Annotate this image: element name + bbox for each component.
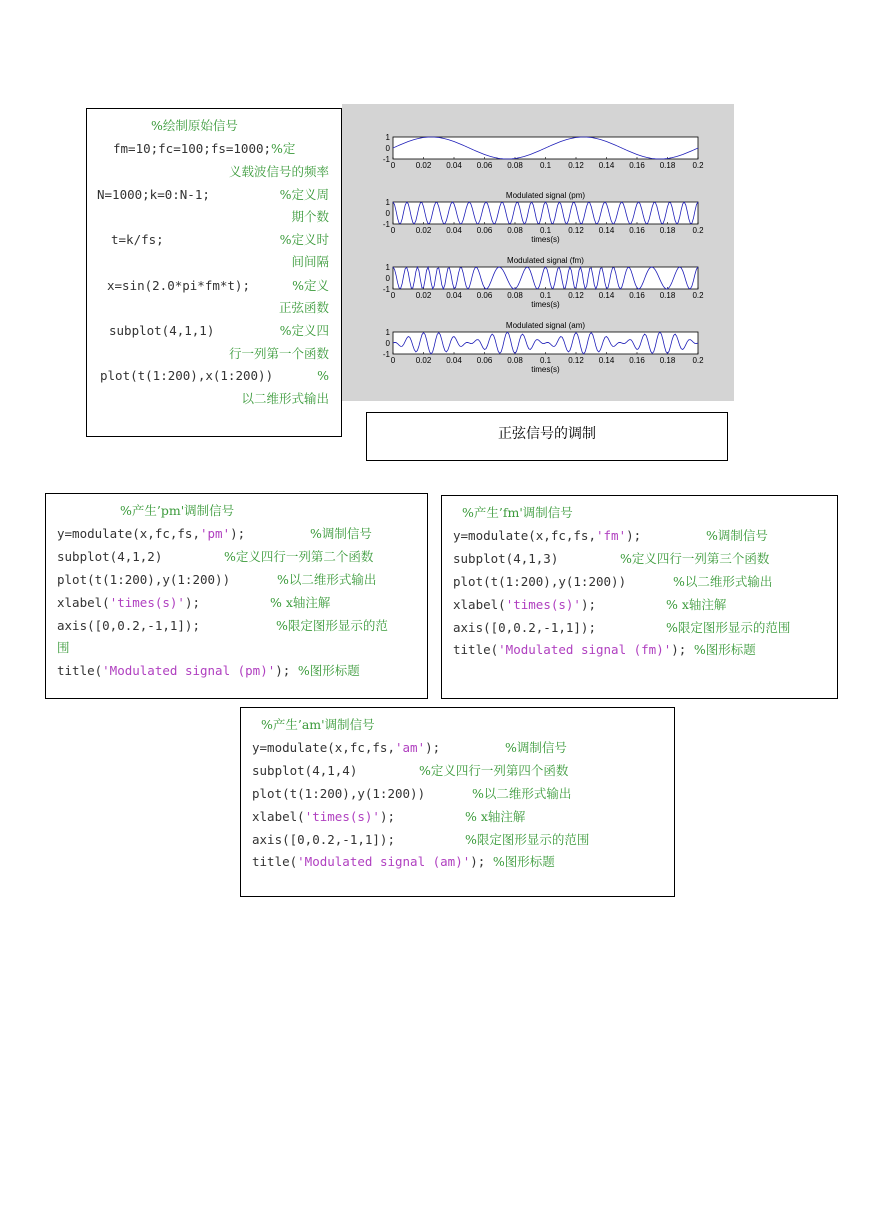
comment-line: 围 — [57, 640, 70, 655]
comment-text: %图形标题 — [693, 642, 756, 657]
comment-line: 以二维形式输出 — [241, 391, 329, 406]
modulation-subplots — [342, 104, 734, 401]
code-text: ); — [275, 663, 291, 678]
string-literal: 'pm' — [200, 526, 231, 541]
x-tick-label: 0.06 — [476, 291, 493, 300]
comment-text: %定义四行一列第四个函数 — [419, 763, 569, 778]
comment-text: %图形标题 — [492, 854, 555, 869]
code-text: title( — [57, 663, 103, 678]
x-tick-label: 0.06 — [476, 161, 493, 170]
code-text: ); — [580, 597, 597, 612]
y-tick-label: -1 — [382, 155, 390, 164]
x-tick-label: 0.14 — [598, 226, 615, 235]
x-tick-label: 0.02 — [415, 356, 432, 365]
y-tick-label: 1 — [385, 328, 390, 337]
code-text: plot(t(1:200),y(1:200)) — [453, 574, 627, 589]
x-tick-label: 0.08 — [507, 356, 523, 365]
figure-caption: 正弦信号的调制 — [366, 412, 728, 461]
code-text: N=1000;k=0:N-1; — [97, 187, 210, 202]
code-text: y=modulate(x,fc,fs, — [57, 526, 200, 541]
matlab-figure — [342, 104, 734, 401]
x-tick-label: 0.14 — [598, 291, 615, 300]
x-tick-label: 0.2 — [692, 226, 704, 235]
x-tick-label: 0 — [390, 226, 396, 235]
x-tick-label: 0.14 — [598, 356, 615, 365]
x-tick-label: 0.04 — [446, 161, 462, 170]
x-tick-label: 0.1 — [539, 291, 552, 300]
x-axis-label: times(s) — [531, 235, 560, 244]
x-tick-label: 0.08 — [507, 291, 523, 300]
comment-text: %调制信号 — [310, 526, 372, 541]
comment-line: %产生’pm'调制信号 — [120, 503, 235, 518]
code-text: ); — [425, 740, 441, 755]
code-text: subplot(4,1,3) — [453, 551, 559, 566]
x-tick-label: 0.04 — [446, 291, 462, 300]
comment-line: 正弦函数 — [278, 300, 329, 315]
code-text: t=k/fs; — [111, 232, 164, 247]
x-tick-label: 0.04 — [446, 226, 462, 235]
comment-text: %调制信号 — [706, 528, 768, 543]
code-text: axis([0,0.2,-1,1]); — [453, 620, 596, 635]
code-text: ); — [184, 595, 201, 610]
comment-line: %产生’fm'调制信号 — [462, 505, 573, 520]
code-text: title( — [453, 642, 499, 657]
code-text: xlabel( — [453, 597, 506, 612]
y-tick-label: 0 — [385, 209, 390, 218]
code-text: y=modulate(x,fc,fs, — [453, 528, 596, 543]
code-text: plot(t(1:200),y(1:200)) — [57, 572, 231, 587]
subplot-title: Modulated signal (fm) — [507, 256, 584, 265]
x-tick-label: 0.16 — [629, 161, 645, 170]
x-tick-label: 0.06 — [476, 226, 493, 235]
x-tick-label: 0.18 — [659, 226, 676, 235]
y-tick-label: -1 — [382, 220, 390, 229]
x-tick-label: 0.16 — [629, 291, 645, 300]
comment-text: % — [317, 368, 329, 383]
code-text: y=modulate(x,fc,fs, — [252, 740, 395, 755]
x-tick-label: 0.1 — [539, 356, 552, 365]
x-tick-label: 0 — [390, 291, 396, 300]
comment-text: %限定图形显示的范围 — [465, 832, 590, 847]
x-tick-label: 0.12 — [568, 226, 584, 235]
comment-line: 间间隔 — [291, 254, 329, 269]
code-text: subplot(4,1,4) — [252, 763, 358, 778]
comment-text: %以二维形式输出 — [277, 572, 377, 587]
comment-text: %定义四行一列第三个函数 — [620, 551, 770, 566]
y-tick-label: -1 — [382, 285, 390, 294]
code-text: fm=10;fc=100;fs=1000; — [113, 141, 272, 156]
string-literal: 'Modulated signal (am)' — [297, 854, 471, 869]
comment-line: 义载波信号的频率 — [228, 164, 329, 179]
string-literal: 'times(s)' — [109, 595, 185, 610]
comment-line: %产生’am'调制信号 — [261, 717, 375, 732]
x-tick-label: 0.1 — [539, 161, 552, 170]
x-tick-label: 0.12 — [568, 291, 584, 300]
comment-line: 行一列第一个函数 — [228, 346, 329, 361]
x-tick-label: 0.2 — [692, 291, 704, 300]
x-axis-label: times(s) — [531, 300, 560, 309]
y-tick-label: -1 — [382, 350, 390, 359]
x-tick-label: 0.02 — [415, 161, 432, 170]
string-literal: 'Modulated signal (pm)' — [102, 663, 276, 678]
comment-text: %定义时 — [279, 232, 329, 247]
comment-text: %调制信号 — [505, 740, 567, 755]
subplot-title: Modulated signal (pm) — [505, 191, 586, 200]
x-tick-label: 0.18 — [659, 291, 676, 300]
code-text: x=sin(2.0*pi*fm*t); — [107, 278, 250, 293]
code-box-fm — [441, 495, 838, 699]
comment-text: %定 — [271, 141, 296, 156]
code-text: ); — [230, 526, 246, 541]
comment-text: %图形标题 — [297, 663, 360, 678]
subplot-4 — [383, 321, 704, 374]
comment-line: %绘制原始信号 — [151, 118, 238, 133]
axes-box — [393, 202, 698, 224]
y-tick-label: 0 — [385, 274, 390, 283]
string-literal: 'fm' — [596, 528, 627, 543]
comment-text: %限定图形显示的范围 — [666, 620, 791, 635]
x-tick-label: 0.12 — [568, 356, 584, 365]
subplot-2 — [383, 191, 704, 244]
comment-text: % x轴注解 — [270, 595, 331, 610]
code-text: axis([0,0.2,-1,1]); — [252, 832, 395, 847]
code-box-original-signal — [86, 108, 342, 437]
subplot-3 — [383, 256, 704, 309]
code-text: title( — [252, 854, 298, 869]
subplot-title: Modulated signal (am) — [505, 321, 586, 330]
x-tick-label: 0.06 — [476, 356, 493, 365]
subplot-1 — [383, 133, 704, 170]
x-tick-label: 0.18 — [659, 356, 676, 365]
x-tick-label: 0 — [390, 161, 396, 170]
code-box-pm — [45, 493, 428, 699]
comment-line: 期个数 — [291, 209, 329, 224]
x-tick-label: 0.08 — [507, 226, 523, 235]
comment-text: %以二维形式输出 — [472, 786, 572, 801]
string-literal: 'times(s)' — [505, 597, 581, 612]
x-tick-label: 0.02 — [415, 291, 432, 300]
code-text: ); — [379, 809, 396, 824]
code-text: xlabel( — [57, 595, 110, 610]
x-tick-label: 0.04 — [446, 356, 462, 365]
code-text: plot(t(1:200),x(1:200)) — [100, 368, 274, 383]
y-tick-label: 0 — [385, 144, 390, 153]
comment-text: % x轴注解 — [666, 597, 727, 612]
x-tick-label: 0.16 — [629, 356, 645, 365]
x-tick-label: 0.18 — [659, 161, 676, 170]
comment-text: %定义四 — [279, 323, 329, 338]
code-text: xlabel( — [252, 809, 305, 824]
string-literal: 'am' — [395, 740, 426, 755]
comment-text: %定义四行一列第二个函数 — [224, 549, 374, 564]
code-text: subplot(4,1,2) — [57, 549, 163, 564]
x-tick-label: 0.12 — [568, 161, 584, 170]
comment-text: %定义周 — [279, 187, 329, 202]
y-tick-label: 1 — [385, 198, 390, 207]
x-tick-label: 0.2 — [692, 356, 704, 365]
code-text: ); — [626, 528, 642, 543]
x-axis-label: times(s) — [531, 365, 560, 374]
code-text: ); — [470, 854, 486, 869]
x-tick-label: 0.08 — [507, 161, 523, 170]
comment-text: %定义 — [292, 278, 329, 293]
axes-box — [393, 267, 698, 289]
x-tick-label: 0.14 — [598, 161, 615, 170]
code-text: ); — [671, 642, 687, 657]
x-tick-label: 0.2 — [692, 161, 704, 170]
y-tick-label: 1 — [385, 133, 390, 142]
string-literal: 'times(s)' — [304, 809, 380, 824]
comment-text: %以二维形式输出 — [673, 574, 773, 589]
string-literal: 'Modulated signal (fm)' — [498, 642, 672, 657]
x-tick-label: 0 — [390, 356, 396, 365]
code-text: plot(t(1:200),y(1:200)) — [252, 786, 426, 801]
comment-text: % x轴注解 — [465, 809, 526, 824]
code-text: axis([0,0.2,-1,1]); — [57, 618, 200, 633]
x-tick-label: 0.02 — [415, 226, 432, 235]
x-tick-label: 0.16 — [629, 226, 645, 235]
comment-text: %限定图形显示的范 — [276, 618, 388, 633]
code-box-am — [240, 707, 675, 897]
y-tick-label: 0 — [385, 339, 390, 348]
code-text: subplot(4,1,1) — [109, 323, 215, 338]
x-tick-label: 0.1 — [539, 226, 552, 235]
y-tick-label: 1 — [385, 263, 390, 272]
